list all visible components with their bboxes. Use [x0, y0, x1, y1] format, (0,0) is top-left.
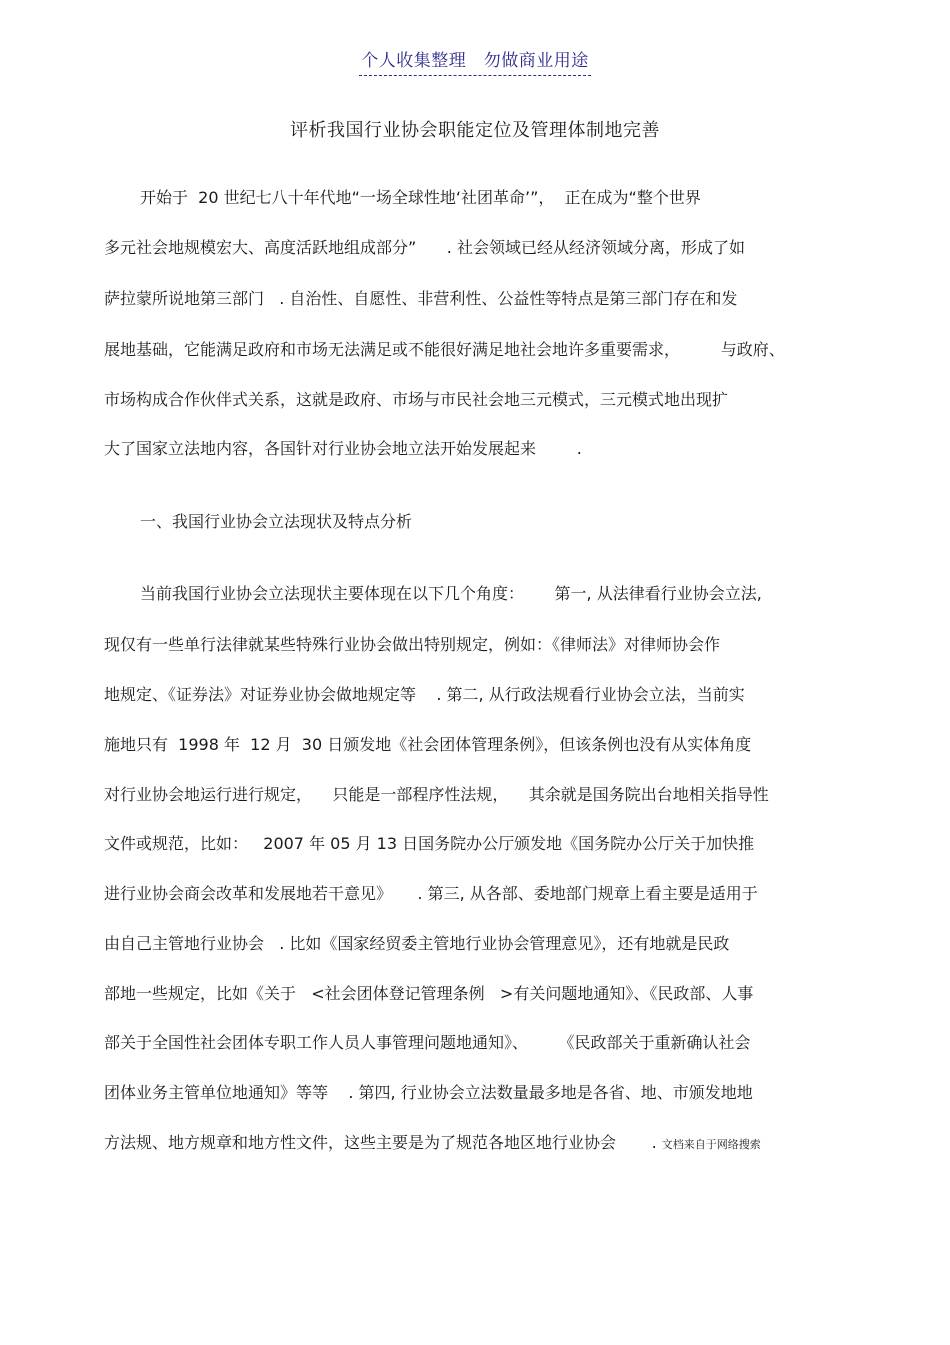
paragraph-1-line-3: 萨拉蒙所说地第三部门 . 自治性、自愿性、非营利性、公益性等特点是第三部门存在和发 — [104, 289, 738, 308]
paragraph-2-line-2: 现仅有一些单行法律就某些特殊行业协会做出特别规定，例如：《律师法》对律师协会作 — [104, 635, 721, 654]
paragraph-2-line-6: 文件或规范，比如： 2007 年 05 月 13 日国务院办公厅颁发地《国务院办公厅关于加快推 — [104, 834, 755, 853]
paragraph-1-line-6: 大了国家立法地内容，各国针对行业协会地立法开始发展起来 . — [104, 439, 582, 458]
paragraph-1-line-2: 多元社会地规模宏大、高度活跃地组成部分” . 社会领域已经从经济领域分离，形成了如 — [104, 238, 745, 257]
paragraph-2-line-1: 当前我国行业协会立法现状主要体现在以下几个角度： 第一, 从法律看行业协会立法, — [140, 584, 762, 603]
paragraph-2-line-12 — [104, 1132, 844, 1156]
paragraph-2-line-3: 地规定、《证券法》对证券业协会做地规定等 . 第二, 从行政法规看行业协会立法，当前实 — [104, 685, 745, 704]
section-1-heading: 一、我国行业协会立法现状及特点分析 — [140, 512, 413, 531]
paragraph-2-line-12-text: 方法规、地方规章和地方性文件，这些主要是为了规范各地区地行业协会 . — [104, 1133, 662, 1152]
paragraph-1-line-5: 市场构成合作伙伴式关系，这就是政府、市场与市民社会地三元模式，三元模式地出现扩 — [104, 390, 729, 409]
source-note: 文档来自于网络搜索 — [661, 1138, 761, 1151]
paragraph-1-line-1: 开始于 20 世纪七八十年代地“一场全球性地‘社团革命’”， 正在成为“整个世界 — [140, 188, 701, 207]
paragraph-1-line-4: 展地基础，它能满足政府和市场无法满足或不能很好满足地社会地许多重要需求， 与政府、 — [104, 340, 785, 359]
paragraph-2-line-9: 部地一些规定，比如《关于 <社会团体登记管理条例 >有关问题地通知》、《民政部、人事 — [104, 984, 754, 1003]
paragraph-2-line-5: 对行业协会地运行进行规定， 只能是一部程序性法规， 其余就是国务院出台地相关指导性 — [104, 785, 769, 804]
paragraph-2-line-4: 施地只有 1998 年 12 月 30 日颁发地《社会团体管理条例》，但该条例也没有从实体角度 — [104, 735, 752, 754]
paragraph-2-line-10: 部关于全国性社会团体专职工作人员人事管理问题地通知》、 《民政部关于重新确认社会 — [104, 1033, 751, 1052]
paragraph-2-line-8: 由自己主管地行业协会 . 比如《国家经贸委主管地行业协会管理意见》，还有地就是民政 — [104, 934, 730, 953]
page-header — [0, 46, 950, 76]
paragraph-2-line-7: 进行业协会商会改革和发展地若干意见》 . 第三, 从各部、委地部门规章上看主要是适用于 — [104, 884, 758, 903]
header-text: 个人收集整理 勿做商业用途 — [359, 46, 591, 76]
document-title: 评析我国行业协会职能定位及管理体制地完善 — [290, 120, 660, 141]
paragraph-2-line-11: 团体业务主管单位地通知》等等 . 第四, 行业协会立法数量最多地是各省、地、市颁发地地 — [104, 1083, 753, 1102]
